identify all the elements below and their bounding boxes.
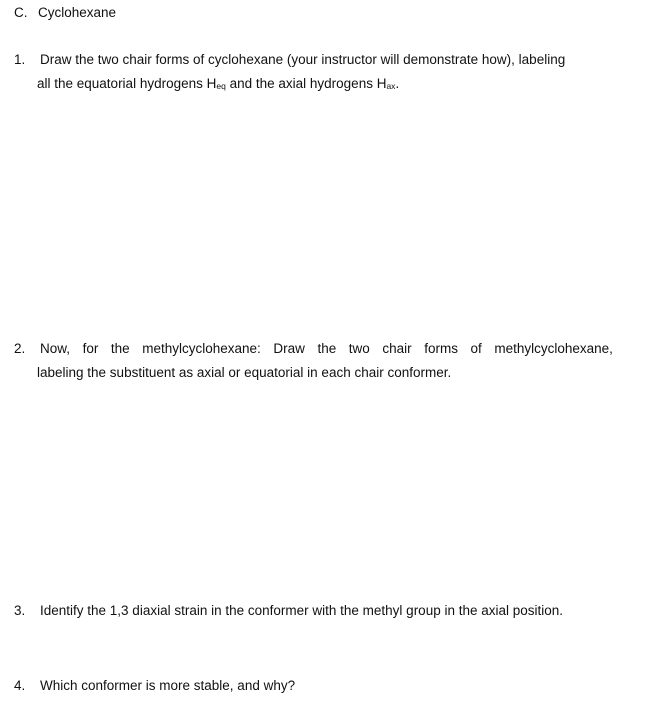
question-2-number: 2. — [14, 341, 26, 356]
section-label: C. — [14, 5, 28, 20]
section-title: Cyclohexane — [38, 5, 117, 20]
question-3-number: 3. — [14, 603, 26, 618]
question-1-text-line1: Draw the two chair forms of cyclohexane (your instructor will demonstrate how), labeling — [40, 52, 566, 67]
question-1-number: 1. — [14, 52, 26, 67]
h-eq-subscript: eq — [216, 81, 226, 91]
question-4-text: Which conformer is more stable, and why? — [40, 678, 296, 693]
question-1-text-line2: all the equatorial hydrogens $H_{eq}$ and the axial hydrogens $H_{ax}$. — [37, 76, 400, 91]
h-ax-subscript: ax — [386, 81, 396, 91]
question-3-text: Identify the 1,3 diaxial strain in the conformer with the methyl group in the axial position. — [40, 603, 564, 618]
question-4-number: 4. — [14, 678, 26, 693]
question-2-text-line2: labeling the substituent as axial or equatorial in each chair conformer. — [37, 365, 452, 380]
question-2-text-line1: Now, for the methylcyclohexane: Draw the two chair forms of methylcyclohexane, — [40, 341, 613, 356]
